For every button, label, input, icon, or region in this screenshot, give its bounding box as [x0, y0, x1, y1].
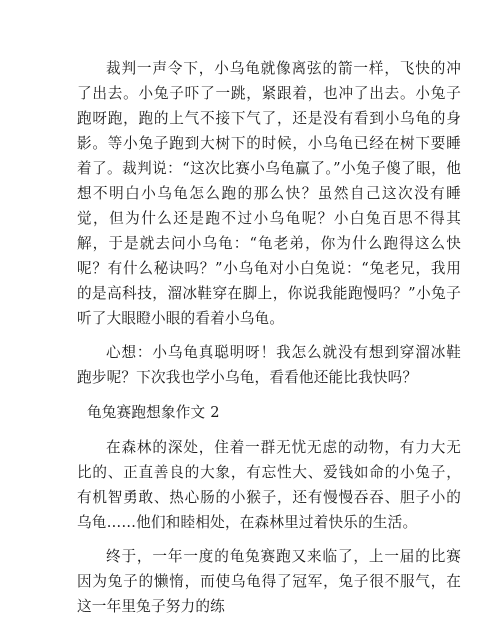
paragraph-annual-race: 终于，一年一度的龟兔赛跑又来临了，上一届的比赛因为兔子的懒惰，而使乌龟得了冠军，兔子很不服气，在这一年里兔子努力的练 — [77, 548, 461, 615]
paragraph-forest-animals: 在森林的深处，住着一群无忧无虑的动物，有力大无比的、正直善良的大象，有忘性大、爱钱如命的小兔子，有机智勇敢、热心肠的小猴子，还有慢慢吞吞、胆子小的乌龟……他们和睦相处，在森林里过着快乐的生活。 — [77, 439, 461, 531]
paragraph-rabbit-thoughts: 心想：小乌龟真聪明呀！我怎么就没有想到穿溜冰鞋跑步呢？下次我也学小乌龟，看看他还能比我快吗？ — [77, 344, 461, 386]
document-body — [77, 56, 461, 619]
section-title: 龟兔赛跑想象作文 2 — [87, 404, 220, 421]
paragraph-race-story: 裁判一声令下，小乌龟就像离弦的箭一样，飞快的冲了出去。小兔子吓了一跳，紧跟着，也冲了出去。小兔子跑呀跑，跑的上气不接下气了，还是没有看到小乌龟的身影。等小兔子跑到大树下的时候，小乌龟已经在树下要睡着了。裁判说：“这次比赛小乌龟赢了。”小兔子傻了眼，他想不明白小乌龟怎么跑的那么快？虽然自己这次没有睡觉，但为什么还是跑不过小乌龟呢？小白兔百思不得其解，于是就去问小乌龟：“龟老弟，你为什么跑得这么快呢？有什么秘诀吗？”小乌龟对小白兔说：“兔老兄，我用的是高科技，溜冰鞋穿在脚上，你说我能跑慢吗？”小兔子听了大眼瞪小眼的看着小乌龟。 — [77, 60, 461, 327]
